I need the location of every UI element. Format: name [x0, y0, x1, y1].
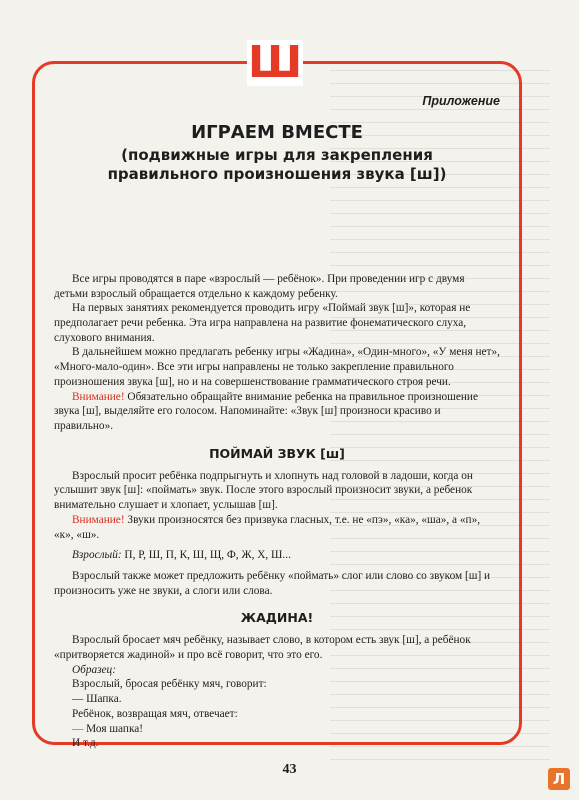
adult-label: Взрослый:	[72, 549, 122, 562]
page-number: 43	[282, 762, 297, 777]
attention-label: Внимание!	[72, 390, 125, 403]
attention-text: Звуки произносятся без призвука гласных, т.е. не «пэ», «ка», «ша», а «п», «к», «ш».	[54, 513, 481, 541]
adult-sounds-line	[54, 548, 500, 563]
greedy-line-2	[54, 692, 500, 707]
greedy-answer: Моя шапка!	[83, 722, 144, 735]
letter-badge	[247, 37, 303, 88]
subtitle-line-1: (подвижные игры для закрепления	[121, 145, 433, 164]
publisher-logo: Л	[548, 768, 570, 790]
intro-paragraph-2: На первых занятиях рекомендуется проводить игру «Поймай звук [ш]», которая не предполагает речи ребенка. Эта игра направлена на развитие фонематического слуха, слухового внимания.	[54, 302, 471, 344]
subtitle-line-2: правильного произношения звука [ш])	[107, 164, 447, 183]
greedy-word: Шапка.	[83, 693, 122, 706]
catch-paragraph-2	[54, 513, 500, 542]
catch-paragraph-1: Взрослый просит ребёнка подпрыгнуть и хлопнуть над головой в ладоши, когда он услышит звук [ш]: «поймать» звук. После этого взрослый произносит звуки, а ребенок внимательно слушает и хлопает, услышав [ш].	[54, 469, 473, 512]
letter-heading: Ш	[247, 37, 303, 88]
intro-paragraph-1: Все игры проводятся в паре «взрослый — ребёнок». При проведении игр с двумя детьми взрослый обращается отдельно к каждому ребенку.	[54, 272, 465, 300]
intro-paragraph-3: В дальнейшем можно предлагать ребенку игры «Жадина», «Один-много», «У меня нет», «Много-мало-один». Все эти игры направлены не только закрепление правильного произношения звука [ш], но и на совершенствование грамматического строя речи.	[54, 346, 500, 388]
intro-section	[54, 272, 500, 434]
section-title-catch-sound: ПОЙМАЙ ЗВУК [ш]	[209, 445, 345, 461]
content	[54, 94, 500, 751]
attention-label: Внимание!	[72, 513, 125, 526]
greedy-line-5: И т.д.	[72, 737, 99, 750]
greedy-line-3: Ребёнок, возвращая мяч, отвечает:	[72, 707, 238, 720]
page-subtitle	[54, 146, 500, 184]
greedy-line-4	[54, 722, 500, 737]
dash: —	[72, 693, 84, 706]
greedy-line-1: Взрослый, бросая ребёнку мяч, говорит:	[72, 678, 267, 691]
dash: —	[72, 722, 84, 735]
section-title-greedy: ЖАДИНА!	[240, 610, 314, 626]
catch-paragraph-3: Взрослый также может предложить ребёнку «поймать» слог или слово со звуком [ш] и произносить уже не звуки, а слоги или слова.	[54, 569, 491, 597]
page-title: ИГРАЕМ ВМЕСТЕ	[191, 122, 363, 143]
sample-label: Образец:	[72, 663, 116, 676]
adult-sounds: П, Р, Ш, П, К, Ш, Щ, Ф, Ж, Х, Ш...	[121, 549, 291, 562]
appendix-label: Приложение	[422, 94, 500, 108]
attention-text: Обязательно обращайте внимание ребенка на правильное произношение звука [ш], выделяйте его голосом. Напоминайте: «Звук [ш] произноси красиво и правильно».	[54, 390, 478, 432]
intro-paragraph-4	[54, 390, 500, 434]
greedy-paragraph-1: Взрослый бросает мяч ребёнку, называет слово, в котором есть звук [ш], а ребёнок «притворяется жадиной» и про всё говорит, что это его.	[54, 634, 471, 662]
